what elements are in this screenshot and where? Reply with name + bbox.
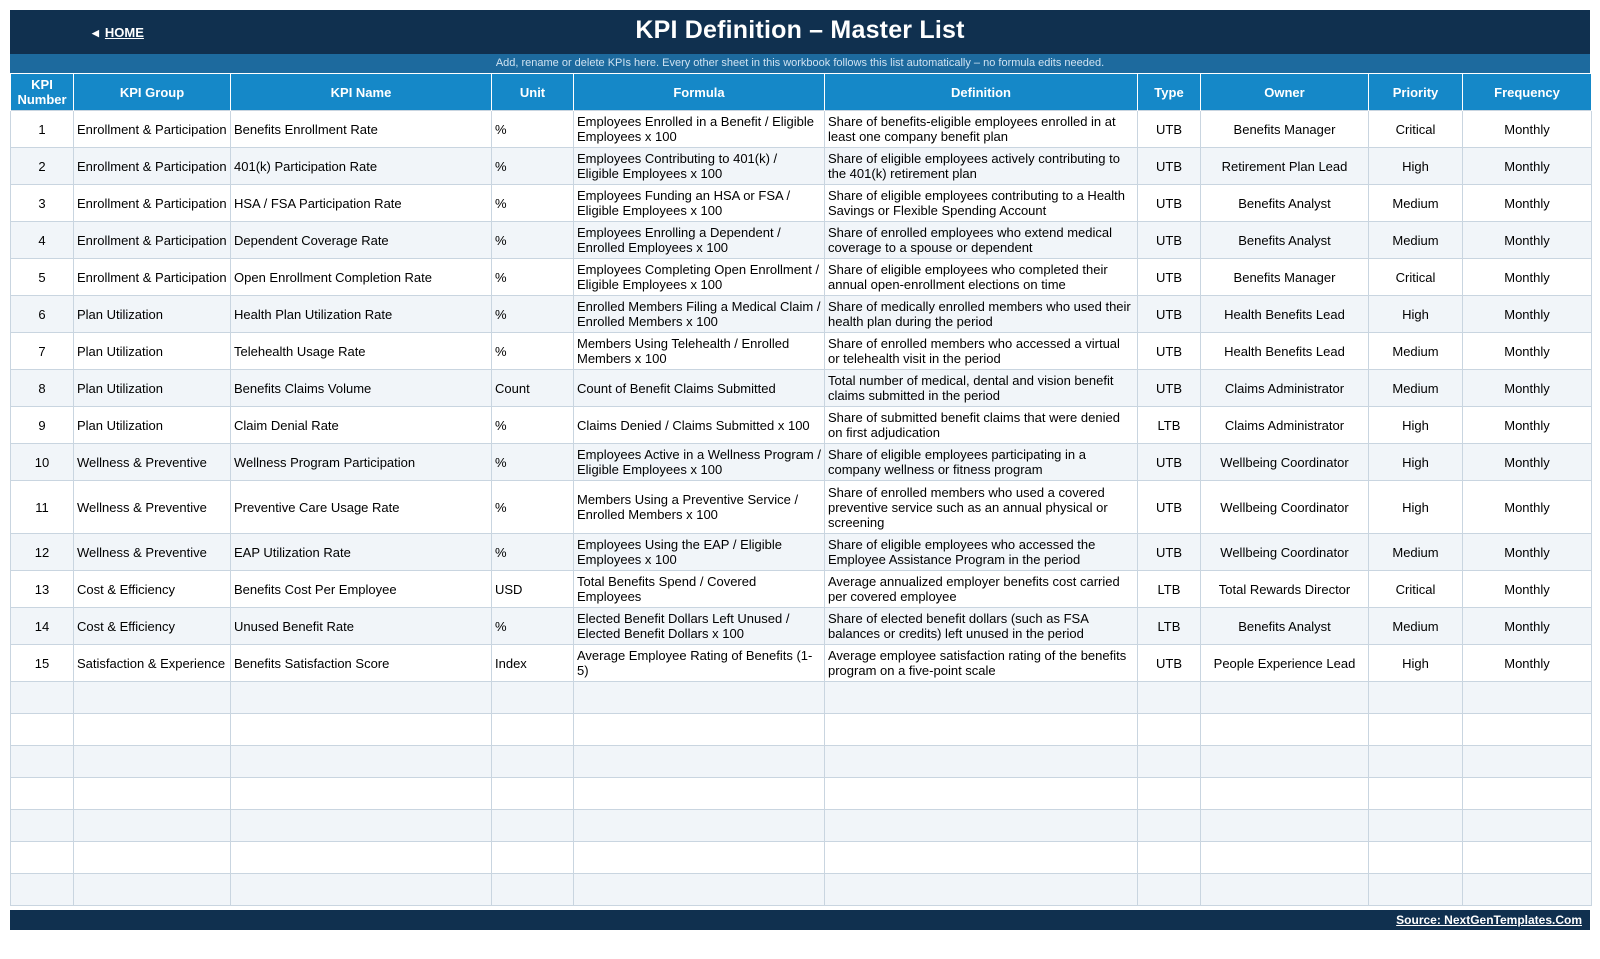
- cell-definition[interactable]: Average annualized employer benefits cost carried per covered employee: [825, 571, 1138, 608]
- cell-group[interactable]: Satisfaction & Experience: [74, 645, 231, 682]
- empty-cell[interactable]: [1201, 714, 1369, 746]
- cell-priority[interactable]: High: [1369, 148, 1463, 185]
- cell-number[interactable]: 4: [11, 222, 74, 259]
- cell-unit[interactable]: %: [492, 185, 574, 222]
- empty-cell[interactable]: [1201, 746, 1369, 778]
- cell-unit[interactable]: %: [492, 333, 574, 370]
- empty-cell[interactable]: [231, 714, 492, 746]
- cell-definition[interactable]: Share of eligible employees who completed their annual open-enrollment elections on time: [825, 259, 1138, 296]
- cell-frequency[interactable]: Monthly: [1463, 407, 1592, 444]
- cell-frequency[interactable]: Monthly: [1463, 222, 1592, 259]
- kpi-table: [10, 73, 1592, 906]
- empty-cell[interactable]: [1201, 842, 1369, 874]
- empty-cell[interactable]: [11, 842, 74, 874]
- table-row: [11, 370, 1592, 407]
- cell-name[interactable]: 401(k) Participation Rate: [231, 148, 492, 185]
- cell-formula[interactable]: Employees Completing Open Enrollment / Eligible Employees x 100: [574, 259, 825, 296]
- cell-name[interactable]: HSA / FSA Participation Rate: [231, 185, 492, 222]
- col-header-type[interactable]: Type: [1138, 74, 1201, 111]
- empty-cell[interactable]: [11, 714, 74, 746]
- cell-priority[interactable]: High: [1369, 481, 1463, 534]
- cell-frequency[interactable]: Monthly: [1463, 185, 1592, 222]
- empty-cell[interactable]: [231, 682, 492, 714]
- col-header-frequency[interactable]: Frequency: [1463, 74, 1592, 111]
- cell-unit[interactable]: %: [492, 148, 574, 185]
- empty-cell[interactable]: [231, 874, 492, 906]
- cell-formula[interactable]: Count of Benefit Claims Submitted: [574, 370, 825, 407]
- empty-cell[interactable]: [74, 842, 231, 874]
- cell-type[interactable]: UTB: [1138, 111, 1201, 148]
- cell-type[interactable]: UTB: [1138, 481, 1201, 534]
- empty-cell[interactable]: [1369, 842, 1463, 874]
- col-header-number[interactable]: KPI Number: [11, 74, 74, 111]
- col-header-owner[interactable]: Owner: [1201, 74, 1369, 111]
- source-link[interactable]: Source: NextGenTemplates.Com: [1396, 913, 1582, 927]
- cell-priority[interactable]: Medium: [1369, 185, 1463, 222]
- cell-owner[interactable]: Benefits Manager: [1201, 111, 1369, 148]
- empty-cell[interactable]: [1138, 746, 1201, 778]
- empty-cell[interactable]: [11, 682, 74, 714]
- cell-number[interactable]: 5: [11, 259, 74, 296]
- table-row: [11, 407, 1592, 444]
- cell-priority[interactable]: Critical: [1369, 111, 1463, 148]
- cell-name[interactable]: EAP Utilization Rate: [231, 534, 492, 571]
- cell-type[interactable]: LTB: [1138, 608, 1201, 645]
- cell-type[interactable]: UTB: [1138, 148, 1201, 185]
- cell-owner[interactable]: Wellbeing Coordinator: [1201, 534, 1369, 571]
- table-header-row: [11, 74, 1592, 111]
- table-row: [11, 645, 1592, 682]
- cell-priority[interactable]: Medium: [1369, 333, 1463, 370]
- empty-row: [11, 874, 1592, 906]
- cell-formula[interactable]: Members Using Telehealth / Enrolled Members x 100: [574, 333, 825, 370]
- cell-unit[interactable]: %: [492, 534, 574, 571]
- cell-name[interactable]: Benefits Claims Volume: [231, 370, 492, 407]
- empty-cell[interactable]: [1463, 874, 1592, 906]
- cell-definition[interactable]: Share of enrolled employees who extend medical coverage to a spouse or dependent: [825, 222, 1138, 259]
- empty-row: [11, 714, 1592, 746]
- cell-name[interactable]: Benefits Satisfaction Score: [231, 645, 492, 682]
- cell-unit[interactable]: %: [492, 111, 574, 148]
- table-row: [11, 571, 1592, 608]
- cell-frequency[interactable]: Monthly: [1463, 259, 1592, 296]
- table-row: [11, 111, 1592, 148]
- empty-cell[interactable]: [574, 714, 825, 746]
- cell-definition[interactable]: Share of eligible employees participating in a company wellness or fitness program: [825, 444, 1138, 481]
- cell-frequency[interactable]: Monthly: [1463, 645, 1592, 682]
- empty-cell[interactable]: [825, 714, 1138, 746]
- empty-cell[interactable]: [231, 746, 492, 778]
- cell-formula[interactable]: Total Benefits Spend / Covered Employees: [574, 571, 825, 608]
- cell-name[interactable]: Benefits Enrollment Rate: [231, 111, 492, 148]
- cell-priority[interactable]: Medium: [1369, 370, 1463, 407]
- cell-name[interactable]: Open Enrollment Completion Rate: [231, 259, 492, 296]
- cell-formula[interactable]: Average Employee Rating of Benefits (1-5): [574, 645, 825, 682]
- empty-cell[interactable]: [74, 778, 231, 810]
- empty-cell[interactable]: [574, 842, 825, 874]
- cell-type[interactable]: UTB: [1138, 444, 1201, 481]
- empty-cell[interactable]: [11, 746, 74, 778]
- cell-number[interactable]: 15: [11, 645, 74, 682]
- empty-cell[interactable]: [492, 746, 574, 778]
- empty-cell[interactable]: [231, 778, 492, 810]
- cell-unit[interactable]: %: [492, 608, 574, 645]
- cell-owner[interactable]: Benefits Manager: [1201, 259, 1369, 296]
- cell-type[interactable]: UTB: [1138, 296, 1201, 333]
- cell-owner[interactable]: Total Rewards Director: [1201, 571, 1369, 608]
- cell-type[interactable]: UTB: [1138, 534, 1201, 571]
- cell-group[interactable]: Plan Utilization: [74, 333, 231, 370]
- cell-priority[interactable]: High: [1369, 645, 1463, 682]
- empty-cell[interactable]: [1369, 810, 1463, 842]
- col-header-formula[interactable]: Formula: [574, 74, 825, 111]
- table-row: [11, 296, 1592, 333]
- cell-unit[interactable]: %: [492, 407, 574, 444]
- home-label: HOME: [104, 25, 144, 40]
- empty-cell[interactable]: [574, 746, 825, 778]
- cell-number[interactable]: 13: [11, 571, 74, 608]
- empty-cell[interactable]: [1138, 810, 1201, 842]
- cell-frequency[interactable]: Monthly: [1463, 111, 1592, 148]
- empty-cell[interactable]: [231, 842, 492, 874]
- cell-type[interactable]: UTB: [1138, 370, 1201, 407]
- empty-cell[interactable]: [1463, 714, 1592, 746]
- cell-group[interactable]: Enrollment & Participation: [74, 111, 231, 148]
- empty-cell[interactable]: [1138, 682, 1201, 714]
- empty-row: [11, 842, 1592, 874]
- empty-row: [11, 746, 1592, 778]
- cell-group[interactable]: Enrollment & Participation: [74, 222, 231, 259]
- cell-formula[interactable]: Claims Denied / Claims Submitted x 100: [574, 407, 825, 444]
- cell-definition[interactable]: Share of benefits-eligible employees enrolled in at least one company benefit plan: [825, 111, 1138, 148]
- cell-owner[interactable]: Benefits Analyst: [1201, 222, 1369, 259]
- empty-cell[interactable]: [1463, 778, 1592, 810]
- empty-cell[interactable]: [825, 842, 1138, 874]
- empty-cell[interactable]: [492, 778, 574, 810]
- empty-cell[interactable]: [1369, 714, 1463, 746]
- cell-group[interactable]: Enrollment & Participation: [74, 185, 231, 222]
- table-row: [11, 608, 1592, 645]
- col-header-unit[interactable]: Unit: [492, 74, 574, 111]
- empty-cell[interactable]: [1463, 682, 1592, 714]
- table-row: [11, 481, 1592, 534]
- cell-number[interactable]: 11: [11, 481, 74, 534]
- empty-cell[interactable]: [1369, 746, 1463, 778]
- empty-cell[interactable]: [1463, 746, 1592, 778]
- empty-cell[interactable]: [492, 714, 574, 746]
- cell-type[interactable]: UTB: [1138, 222, 1201, 259]
- table-row: [11, 534, 1592, 571]
- cell-number[interactable]: 12: [11, 534, 74, 571]
- empty-cell[interactable]: [825, 874, 1138, 906]
- table-row: [11, 444, 1592, 481]
- empty-cell[interactable]: [1369, 778, 1463, 810]
- cell-name[interactable]: Claim Denial Rate: [231, 407, 492, 444]
- cell-priority[interactable]: Medium: [1369, 534, 1463, 571]
- cell-formula[interactable]: Elected Benefit Dollars Left Unused / Elected Benefit Dollars x 100: [574, 608, 825, 645]
- cell-definition[interactable]: Share of submitted benefit claims that were denied on first adjudication: [825, 407, 1138, 444]
- back-arrow-icon: ◀: [92, 28, 99, 38]
- cell-type[interactable]: LTB: [1138, 407, 1201, 444]
- empty-cell[interactable]: [574, 874, 825, 906]
- cell-group[interactable]: Wellness & Preventive: [74, 444, 231, 481]
- empty-cell[interactable]: [574, 778, 825, 810]
- empty-cell[interactable]: [1138, 778, 1201, 810]
- cell-name[interactable]: Unused Benefit Rate: [231, 608, 492, 645]
- empty-cell[interactable]: [74, 682, 231, 714]
- empty-cell[interactable]: [1201, 778, 1369, 810]
- empty-cell[interactable]: [74, 810, 231, 842]
- empty-row: [11, 682, 1592, 714]
- empty-cell[interactable]: [11, 874, 74, 906]
- cell-unit[interactable]: %: [492, 481, 574, 534]
- cell-definition[interactable]: Average employee satisfaction rating of the benefits program on a five-point scale: [825, 645, 1138, 682]
- cell-priority[interactable]: Medium: [1369, 608, 1463, 645]
- cell-owner[interactable]: Health Benefits Lead: [1201, 333, 1369, 370]
- instruction-banner: Add, rename or delete KPIs here. Every other sheet in this workbook follows this list automatically – no formula edits needed.: [10, 54, 1590, 73]
- cell-unit[interactable]: Index: [492, 645, 574, 682]
- cell-unit[interactable]: USD: [492, 571, 574, 608]
- cell-owner[interactable]: Claims Administrator: [1201, 370, 1369, 407]
- empty-cell[interactable]: [74, 714, 231, 746]
- cell-group[interactable]: Enrollment & Participation: [74, 148, 231, 185]
- cell-group[interactable]: Plan Utilization: [74, 407, 231, 444]
- cell-frequency[interactable]: Monthly: [1463, 444, 1592, 481]
- cell-formula[interactable]: Members Using a Preventive Service / Enrolled Members x 100: [574, 481, 825, 534]
- cell-group[interactable]: Wellness & Preventive: [74, 481, 231, 534]
- cell-frequency[interactable]: Monthly: [1463, 608, 1592, 645]
- cell-definition[interactable]: Share of enrolled members who used a covered preventive service such as an annual physical or screening: [825, 481, 1138, 534]
- empty-cell[interactable]: [825, 810, 1138, 842]
- cell-name[interactable]: Dependent Coverage Rate: [231, 222, 492, 259]
- cell-frequency[interactable]: Monthly: [1463, 481, 1592, 534]
- table-row: [11, 185, 1592, 222]
- empty-cell[interactable]: [825, 778, 1138, 810]
- cell-definition[interactable]: Share of eligible employees contributing to a Health Savings or Flexible Spending Account: [825, 185, 1138, 222]
- cell-group[interactable]: Plan Utilization: [74, 296, 231, 333]
- empty-cell[interactable]: [1463, 810, 1592, 842]
- cell-owner[interactable]: People Experience Lead: [1201, 645, 1369, 682]
- cell-group[interactable]: Cost & Efficiency: [74, 571, 231, 608]
- table-row: [11, 333, 1592, 370]
- header-bar: [10, 10, 1590, 54]
- cell-owner[interactable]: Retirement Plan Lead: [1201, 148, 1369, 185]
- empty-cell[interactable]: [74, 746, 231, 778]
- cell-type[interactable]: UTB: [1138, 645, 1201, 682]
- cell-name[interactable]: Benefits Cost Per Employee: [231, 571, 492, 608]
- cell-definition[interactable]: Share of medically enrolled members who used their health plan during the period: [825, 296, 1138, 333]
- cell-owner[interactable]: Benefits Analyst: [1201, 608, 1369, 645]
- cell-type[interactable]: UTB: [1138, 333, 1201, 370]
- empty-cell[interactable]: [1201, 682, 1369, 714]
- empty-cell[interactable]: [231, 810, 492, 842]
- table-row: [11, 148, 1592, 185]
- cell-definition[interactable]: Share of enrolled members who accessed a virtual or telehealth visit in the period: [825, 333, 1138, 370]
- empty-cell[interactable]: [492, 842, 574, 874]
- cell-name[interactable]: Preventive Care Usage Rate: [231, 481, 492, 534]
- cell-name[interactable]: Telehealth Usage Rate: [231, 333, 492, 370]
- empty-cell[interactable]: [1138, 874, 1201, 906]
- page-title: KPI Definition – Master List: [635, 16, 965, 44]
- empty-cell[interactable]: [492, 810, 574, 842]
- empty-cell[interactable]: [574, 810, 825, 842]
- cell-definition[interactable]: Share of elected benefit dollars (such as FSA balances or credits) left unused in the period: [825, 608, 1138, 645]
- cell-priority[interactable]: High: [1369, 444, 1463, 481]
- cell-owner[interactable]: Health Benefits Lead: [1201, 296, 1369, 333]
- empty-cell[interactable]: [825, 682, 1138, 714]
- empty-cell[interactable]: [11, 778, 74, 810]
- table-row: [11, 222, 1592, 259]
- cell-number[interactable]: 1: [11, 111, 74, 148]
- cell-priority[interactable]: High: [1369, 296, 1463, 333]
- cell-number[interactable]: 9: [11, 407, 74, 444]
- col-header-name[interactable]: KPI Name: [231, 74, 492, 111]
- cell-formula[interactable]: Employees Using the EAP / Eligible Employees x 100: [574, 534, 825, 571]
- table-row: [11, 259, 1592, 296]
- cell-owner[interactable]: Wellbeing Coordinator: [1201, 444, 1369, 481]
- cell-name[interactable]: Wellness Program Participation: [231, 444, 492, 481]
- cell-formula[interactable]: Employees Active in a Wellness Program / Eligible Employees x 100: [574, 444, 825, 481]
- cell-definition[interactable]: Share of eligible employees actively contributing to the 401(k) retirement plan: [825, 148, 1138, 185]
- cell-number[interactable]: 8: [11, 370, 74, 407]
- cell-group[interactable]: Plan Utilization: [74, 370, 231, 407]
- empty-cell[interactable]: [825, 746, 1138, 778]
- cell-frequency[interactable]: Monthly: [1463, 296, 1592, 333]
- empty-cell[interactable]: [1201, 810, 1369, 842]
- cell-type[interactable]: UTB: [1138, 259, 1201, 296]
- empty-cell[interactable]: [1369, 682, 1463, 714]
- cell-formula[interactable]: Employees Enrolling a Dependent / Enrolled Employees x 100: [574, 222, 825, 259]
- footer-bar: [10, 910, 1590, 930]
- cell-owner[interactable]: Benefits Analyst: [1201, 185, 1369, 222]
- cell-definition[interactable]: Total number of medical, dental and vision benefit claims submitted in the period: [825, 370, 1138, 407]
- empty-cell[interactable]: [1369, 874, 1463, 906]
- cell-formula[interactable]: Employees Funding an HSA or FSA / Eligible Employees x 100: [574, 185, 825, 222]
- cell-frequency[interactable]: Monthly: [1463, 333, 1592, 370]
- cell-number[interactable]: 6: [11, 296, 74, 333]
- cell-group[interactable]: Enrollment & Participation: [74, 259, 231, 296]
- empty-cell[interactable]: [574, 682, 825, 714]
- empty-cell[interactable]: [11, 810, 74, 842]
- cell-number[interactable]: 2: [11, 148, 74, 185]
- cell-frequency[interactable]: Monthly: [1463, 370, 1592, 407]
- cell-frequency[interactable]: Monthly: [1463, 148, 1592, 185]
- cell-owner[interactable]: Claims Administrator: [1201, 407, 1369, 444]
- cell-formula[interactable]: Employees Enrolled in a Benefit / Eligible Employees x 100: [574, 111, 825, 148]
- empty-cell[interactable]: [1138, 842, 1201, 874]
- cell-frequency[interactable]: Monthly: [1463, 534, 1592, 571]
- empty-cell[interactable]: [1463, 842, 1592, 874]
- cell-priority[interactable]: High: [1369, 407, 1463, 444]
- cell-type[interactable]: UTB: [1138, 185, 1201, 222]
- cell-priority[interactable]: Critical: [1369, 259, 1463, 296]
- cell-frequency[interactable]: Monthly: [1463, 571, 1592, 608]
- cell-definition[interactable]: Share of eligible employees who accessed the Employee Assistance Program in the period: [825, 534, 1138, 571]
- empty-cell[interactable]: [492, 874, 574, 906]
- empty-row: [11, 810, 1592, 842]
- col-header-definition[interactable]: Definition: [825, 74, 1138, 111]
- cell-number[interactable]: 14: [11, 608, 74, 645]
- empty-cell[interactable]: [1138, 714, 1201, 746]
- cell-priority[interactable]: Critical: [1369, 571, 1463, 608]
- cell-unit[interactable]: %: [492, 296, 574, 333]
- cell-unit[interactable]: %: [492, 222, 574, 259]
- cell-type[interactable]: LTB: [1138, 571, 1201, 608]
- cell-number[interactable]: 7: [11, 333, 74, 370]
- cell-owner[interactable]: Wellbeing Coordinator: [1201, 481, 1369, 534]
- empty-cell[interactable]: [74, 874, 231, 906]
- cell-number[interactable]: 10: [11, 444, 74, 481]
- cell-group[interactable]: Cost & Efficiency: [74, 608, 231, 645]
- col-header-priority[interactable]: Priority: [1369, 74, 1463, 111]
- empty-cell[interactable]: [492, 682, 574, 714]
- cell-formula[interactable]: Enrolled Members Filing a Medical Claim / Enrolled Members x 100: [574, 296, 825, 333]
- empty-row: [11, 778, 1592, 810]
- cell-formula[interactable]: Employees Contributing to 401(k) / Eligible Employees x 100: [574, 148, 825, 185]
- col-header-group[interactable]: KPI Group: [74, 74, 231, 111]
- cell-group[interactable]: Wellness & Preventive: [74, 534, 231, 571]
- empty-cell[interactable]: [1201, 874, 1369, 906]
- cell-name[interactable]: Health Plan Utilization Rate: [231, 296, 492, 333]
- cell-unit[interactable]: Count: [492, 370, 574, 407]
- cell-number[interactable]: 3: [11, 185, 74, 222]
- cell-unit[interactable]: %: [492, 259, 574, 296]
- cell-unit[interactable]: %: [492, 444, 574, 481]
- cell-priority[interactable]: Medium: [1369, 222, 1463, 259]
